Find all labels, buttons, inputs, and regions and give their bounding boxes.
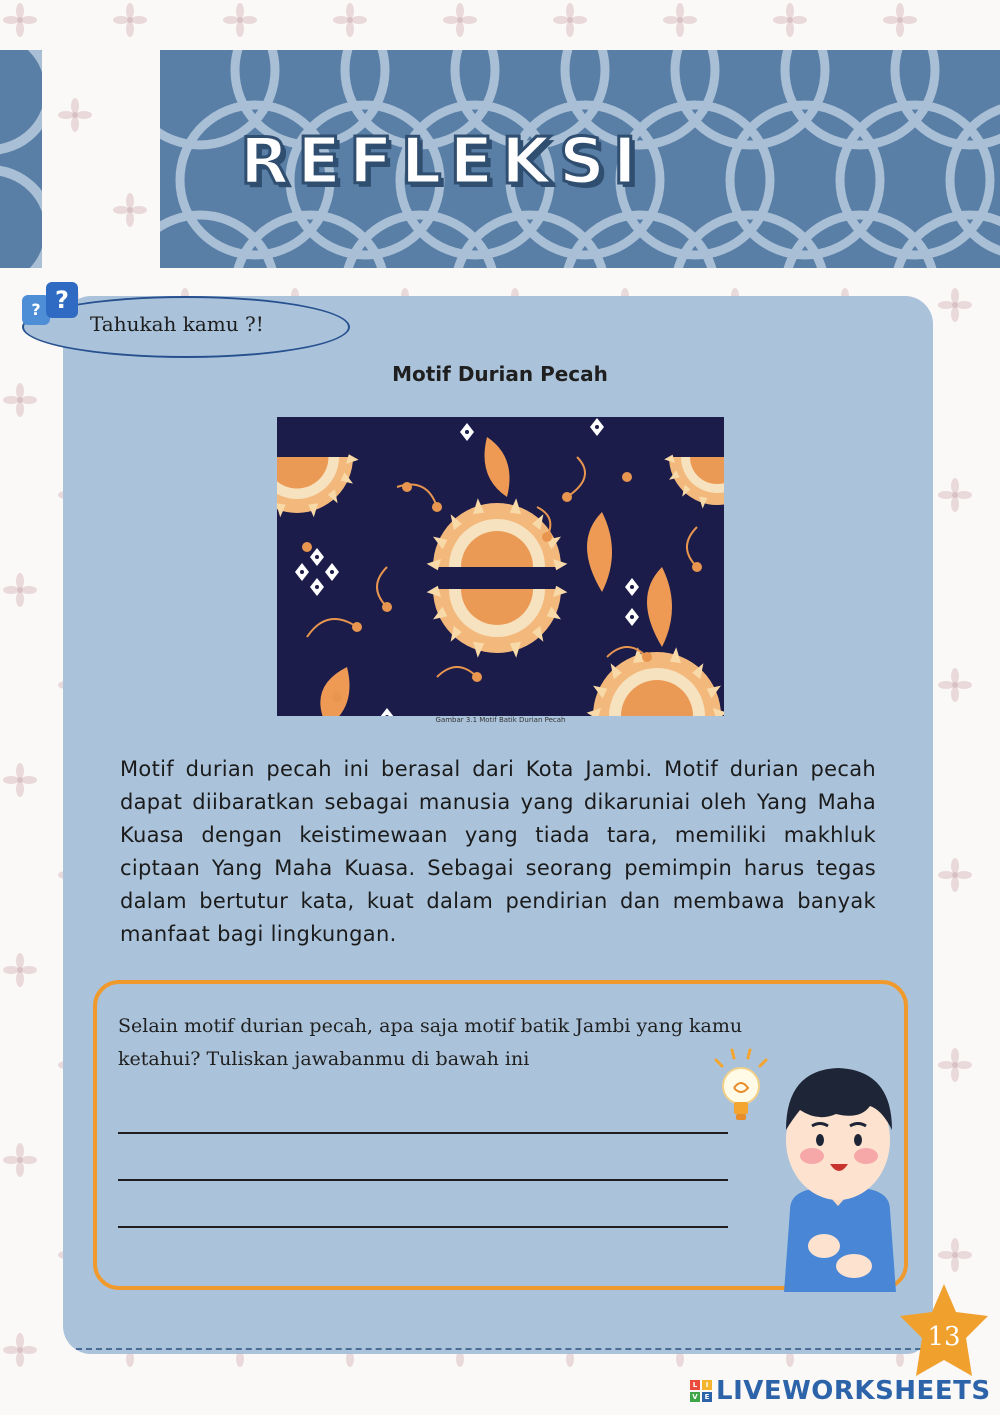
flower-motif (553, 3, 587, 37)
flower-motif (223, 3, 257, 37)
flower-motif (3, 1333, 37, 1367)
flower-motif (938, 288, 972, 322)
flower-motif (333, 3, 367, 37)
header-left-band (0, 50, 42, 268)
flower-motif (3, 3, 37, 37)
flower-motif (883, 3, 917, 37)
page-number-badge (898, 1282, 990, 1378)
intro-label: Tahukah kamu ?! (90, 312, 264, 336)
flower-motif (938, 1238, 972, 1272)
logo-letter: I (702, 1380, 712, 1390)
flower-motif (3, 1143, 37, 1177)
flower-motif (938, 1048, 972, 1082)
flower-motif (3, 573, 37, 607)
answer-line (118, 1179, 728, 1181)
question-mark-icon: ? (46, 282, 78, 318)
answer-input-1[interactable] (118, 1098, 728, 1132)
liveworksheets-logo[interactable] (690, 1376, 991, 1406)
answer-line (118, 1226, 728, 1228)
boy-illustration (772, 1060, 904, 1292)
flower-motif (58, 98, 92, 132)
motif-title: Motif Durian Pecah (392, 362, 608, 386)
answer-input-2[interactable] (118, 1145, 728, 1179)
flower-motif (938, 858, 972, 892)
flower-motif (663, 3, 697, 37)
question-mark-icon: ? (22, 295, 50, 325)
logo-letter: E (702, 1392, 712, 1402)
flower-motif (3, 763, 37, 797)
flower-motif (3, 383, 37, 417)
image-caption: Gambar 3.1 Motif Batik Durian Pecah (435, 716, 566, 724)
page-number: 13 (927, 1322, 961, 1352)
lightbulb-icon (706, 1044, 776, 1134)
flower-motif (3, 953, 37, 987)
answer-input-3[interactable] (118, 1192, 728, 1226)
brand-name: LIVEWORKSHEETS (716, 1376, 991, 1406)
motif-description: Motif durian pecah ini berasal dari Kota Jambi. Motif durian pecah dapat diibaratkan sebagai manusia yang dikaruniai oleh Yang Maha Kuasa dengan keistimewaan yang tiada tara, memiliki makhluk ciptaan Yang Maha Kuasa. Sebagai seorang pemimpin harus tegas dalam bertutur kata, kuat dalam pendirian dan membawa banyak manfaat bagi lingkungan. (120, 757, 876, 946)
panel-dashed-border (76, 1348, 921, 1350)
logo-squares-icon (690, 1380, 712, 1402)
flower-motif (938, 668, 972, 702)
flower-motif (113, 193, 147, 227)
flower-motif (938, 478, 972, 512)
flower-motif (113, 3, 147, 37)
flower-motif (443, 3, 477, 37)
flower-motif (773, 3, 807, 37)
answer-line (118, 1132, 728, 1134)
logo-letter: V (690, 1392, 700, 1402)
activity-question: Selain motif durian pecah, apa saja motif batik Jambi yang kamu ketahui? Tuliskan jawabanmu di bawah ini (118, 1015, 743, 1070)
batik-durian-pecah-image (277, 417, 724, 716)
logo-letter: L (690, 1380, 700, 1390)
page-title: REFLEKSI (240, 125, 645, 199)
